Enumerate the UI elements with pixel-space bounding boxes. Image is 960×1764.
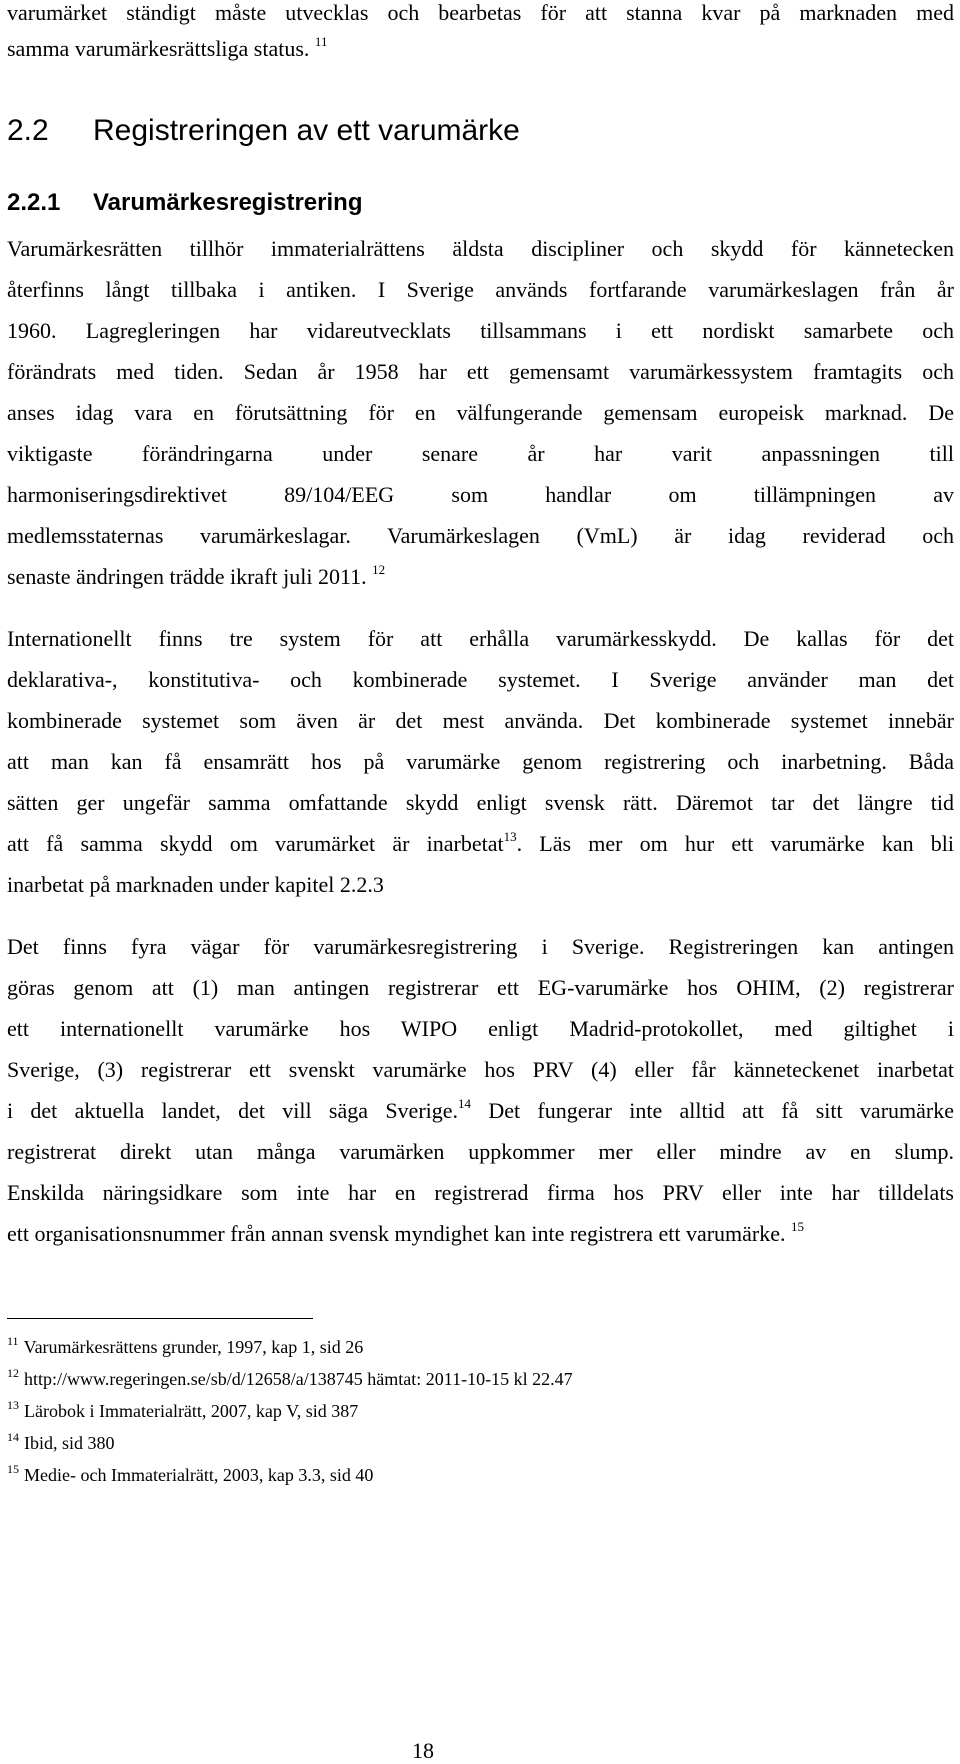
page-number: 18: [412, 1738, 434, 1763]
footnote-ref[interactable]: 11: [314, 34, 328, 49]
text-line: Internationellt finns tre system för att erhålla varumärkesskydd. De kallas för det: [7, 626, 954, 651]
footnote: [7, 1464, 373, 1488]
text-line: medlemsstaternas varumärkeslagar. Varumärkeslagen (VmL) är idag reviderad och: [7, 523, 954, 548]
text-line: Enskilda näringsidkare som inte har en registrerad firma hos PRV eller inte har tilldelats: [7, 1180, 954, 1205]
footnote: [7, 1368, 573, 1392]
footnote-number: 12: [7, 1366, 19, 1380]
subsection-number: 2.2.1: [7, 189, 61, 216]
text-line: i det aktuella landet, det vill säga Sverige.$^{14}$ Det fungerar inte alltid att få sitt varumärke: [7, 1096, 954, 1123]
footnote-link[interactable]: http://www.regeringen.se/sb/d/12658/a/138745 hämtat: 2011-10-15 kl 22.47: [24, 1369, 573, 1389]
subsection-title: Varumärkesregistrering: [93, 189, 363, 216]
text-line: Sverige, (3) registrerar ett svenskt varumärke hos PRV (4) eller får känneteckenet inarbetat: [7, 1057, 954, 1082]
footnote-text: Varumärkesrättens grunder, 1997, kap 1, sid 26: [23, 1337, 364, 1357]
section-heading: [7, 113, 520, 149]
footnote: [7, 1400, 358, 1424]
text-line: harmoniseringsdirektivet 89/104/EEG som handlar om tillämpningen av: [7, 482, 954, 507]
footnote-ref[interactable]: 14: [458, 1096, 472, 1111]
footnote-text: Lärobok i Immaterialrätt, 2007, kap V, sid 387: [24, 1401, 359, 1421]
footnote: [7, 1336, 363, 1360]
text-line: deklarativa-, konstitutiva- och kombinerade systemet. I Sverige använder man det: [7, 667, 954, 692]
text-line: ett organisationsnummer från annan svensk myndighet kan inte registrera ett varumärke. $^{15}$: [7, 1219, 805, 1246]
text-line: registrerat direkt utan många varumärken uppkommer mer eller mindre av en slump.: [7, 1139, 954, 1164]
footnote-ref[interactable]: 15: [791, 1219, 805, 1234]
footnote-text: Medie- och Immaterialrätt, 2003, kap 3.3, sid 40: [24, 1465, 374, 1485]
text-line: göras genom att (1) man antingen registrerar ett EG-varumärke hos OHIM, (2) registrerar: [7, 975, 954, 1000]
footnote-number: 13: [7, 1398, 19, 1412]
footnote-separator: [7, 1318, 313, 1319]
section-title: Registreringen av ett varumärke: [93, 114, 520, 147]
text-line: sätten ger ungefär samma omfattande skydd enligt svensk rätt. Däremot tar det längre tid: [7, 790, 954, 815]
text-line: att man kan få ensamrätt hos på varumärke genom registrering och inarbetning. Båda: [7, 749, 954, 774]
footnote-number: 15: [7, 1462, 19, 1476]
text-line: ett internationellt varumärke hos WIPO enligt Madrid-protokollet, med giltighet i: [7, 1016, 954, 1041]
footnote: [7, 1432, 115, 1456]
text-line: förändrats med tiden. Sedan år 1958 har ett gemensamt varumärkessystem framtagits och: [7, 359, 954, 384]
text-line: Det finns fyra vägar för varumärkesregistrering i Sverige. Registreringen kan antingen: [7, 934, 954, 959]
subsection-heading: [7, 188, 362, 218]
text-line: att få samma skydd om varumärket är inarbetat$^{13}$. Läs mer om hur ett varumärke kan bli: [7, 829, 954, 856]
footnote-ref[interactable]: 12: [372, 562, 386, 577]
text-line: återfinns långt tillbaka i antiken. I Sverige används fortfarande varumärkeslagen från år: [7, 277, 954, 302]
intro-line: varumärket ständigt måste utvecklas och bearbetas för att stanna kvar på marknaden med: [7, 0, 954, 25]
footnote-number: 14: [7, 1430, 19, 1444]
text-line: Varumärkesrätten tillhör immaterialrättens äldsta discipliner och skydd för kännetecken: [7, 236, 954, 261]
text-line: anses idag vara en förutsättning för en välfungerande gemensam europeisk marknad. De: [7, 400, 954, 425]
footnote-ref[interactable]: 13: [503, 829, 517, 844]
text-line: senaste ändringen trädde ikraft juli 2011. $^{12}$: [7, 562, 386, 589]
footnote-number: 11: [7, 1334, 19, 1348]
text-line: kombinerade systemet som även är det mest använda. Det kombinerade systemet innebär: [7, 708, 954, 733]
text-line: 1960. Lagregleringen har vidareutvecklats tillsammans i ett nordiskt samarbete och: [7, 318, 954, 343]
intro-line: samma varumärkesrättsliga status. $^{11}$: [7, 34, 328, 61]
text-line: viktigaste förändringarna under senare år har varit anpassningen till: [7, 441, 954, 466]
text-line: inarbetat på marknaden under kapitel 2.2.3: [7, 872, 384, 897]
section-number: 2.2: [7, 114, 49, 147]
footnote-text: Ibid, sid 380: [24, 1433, 115, 1453]
